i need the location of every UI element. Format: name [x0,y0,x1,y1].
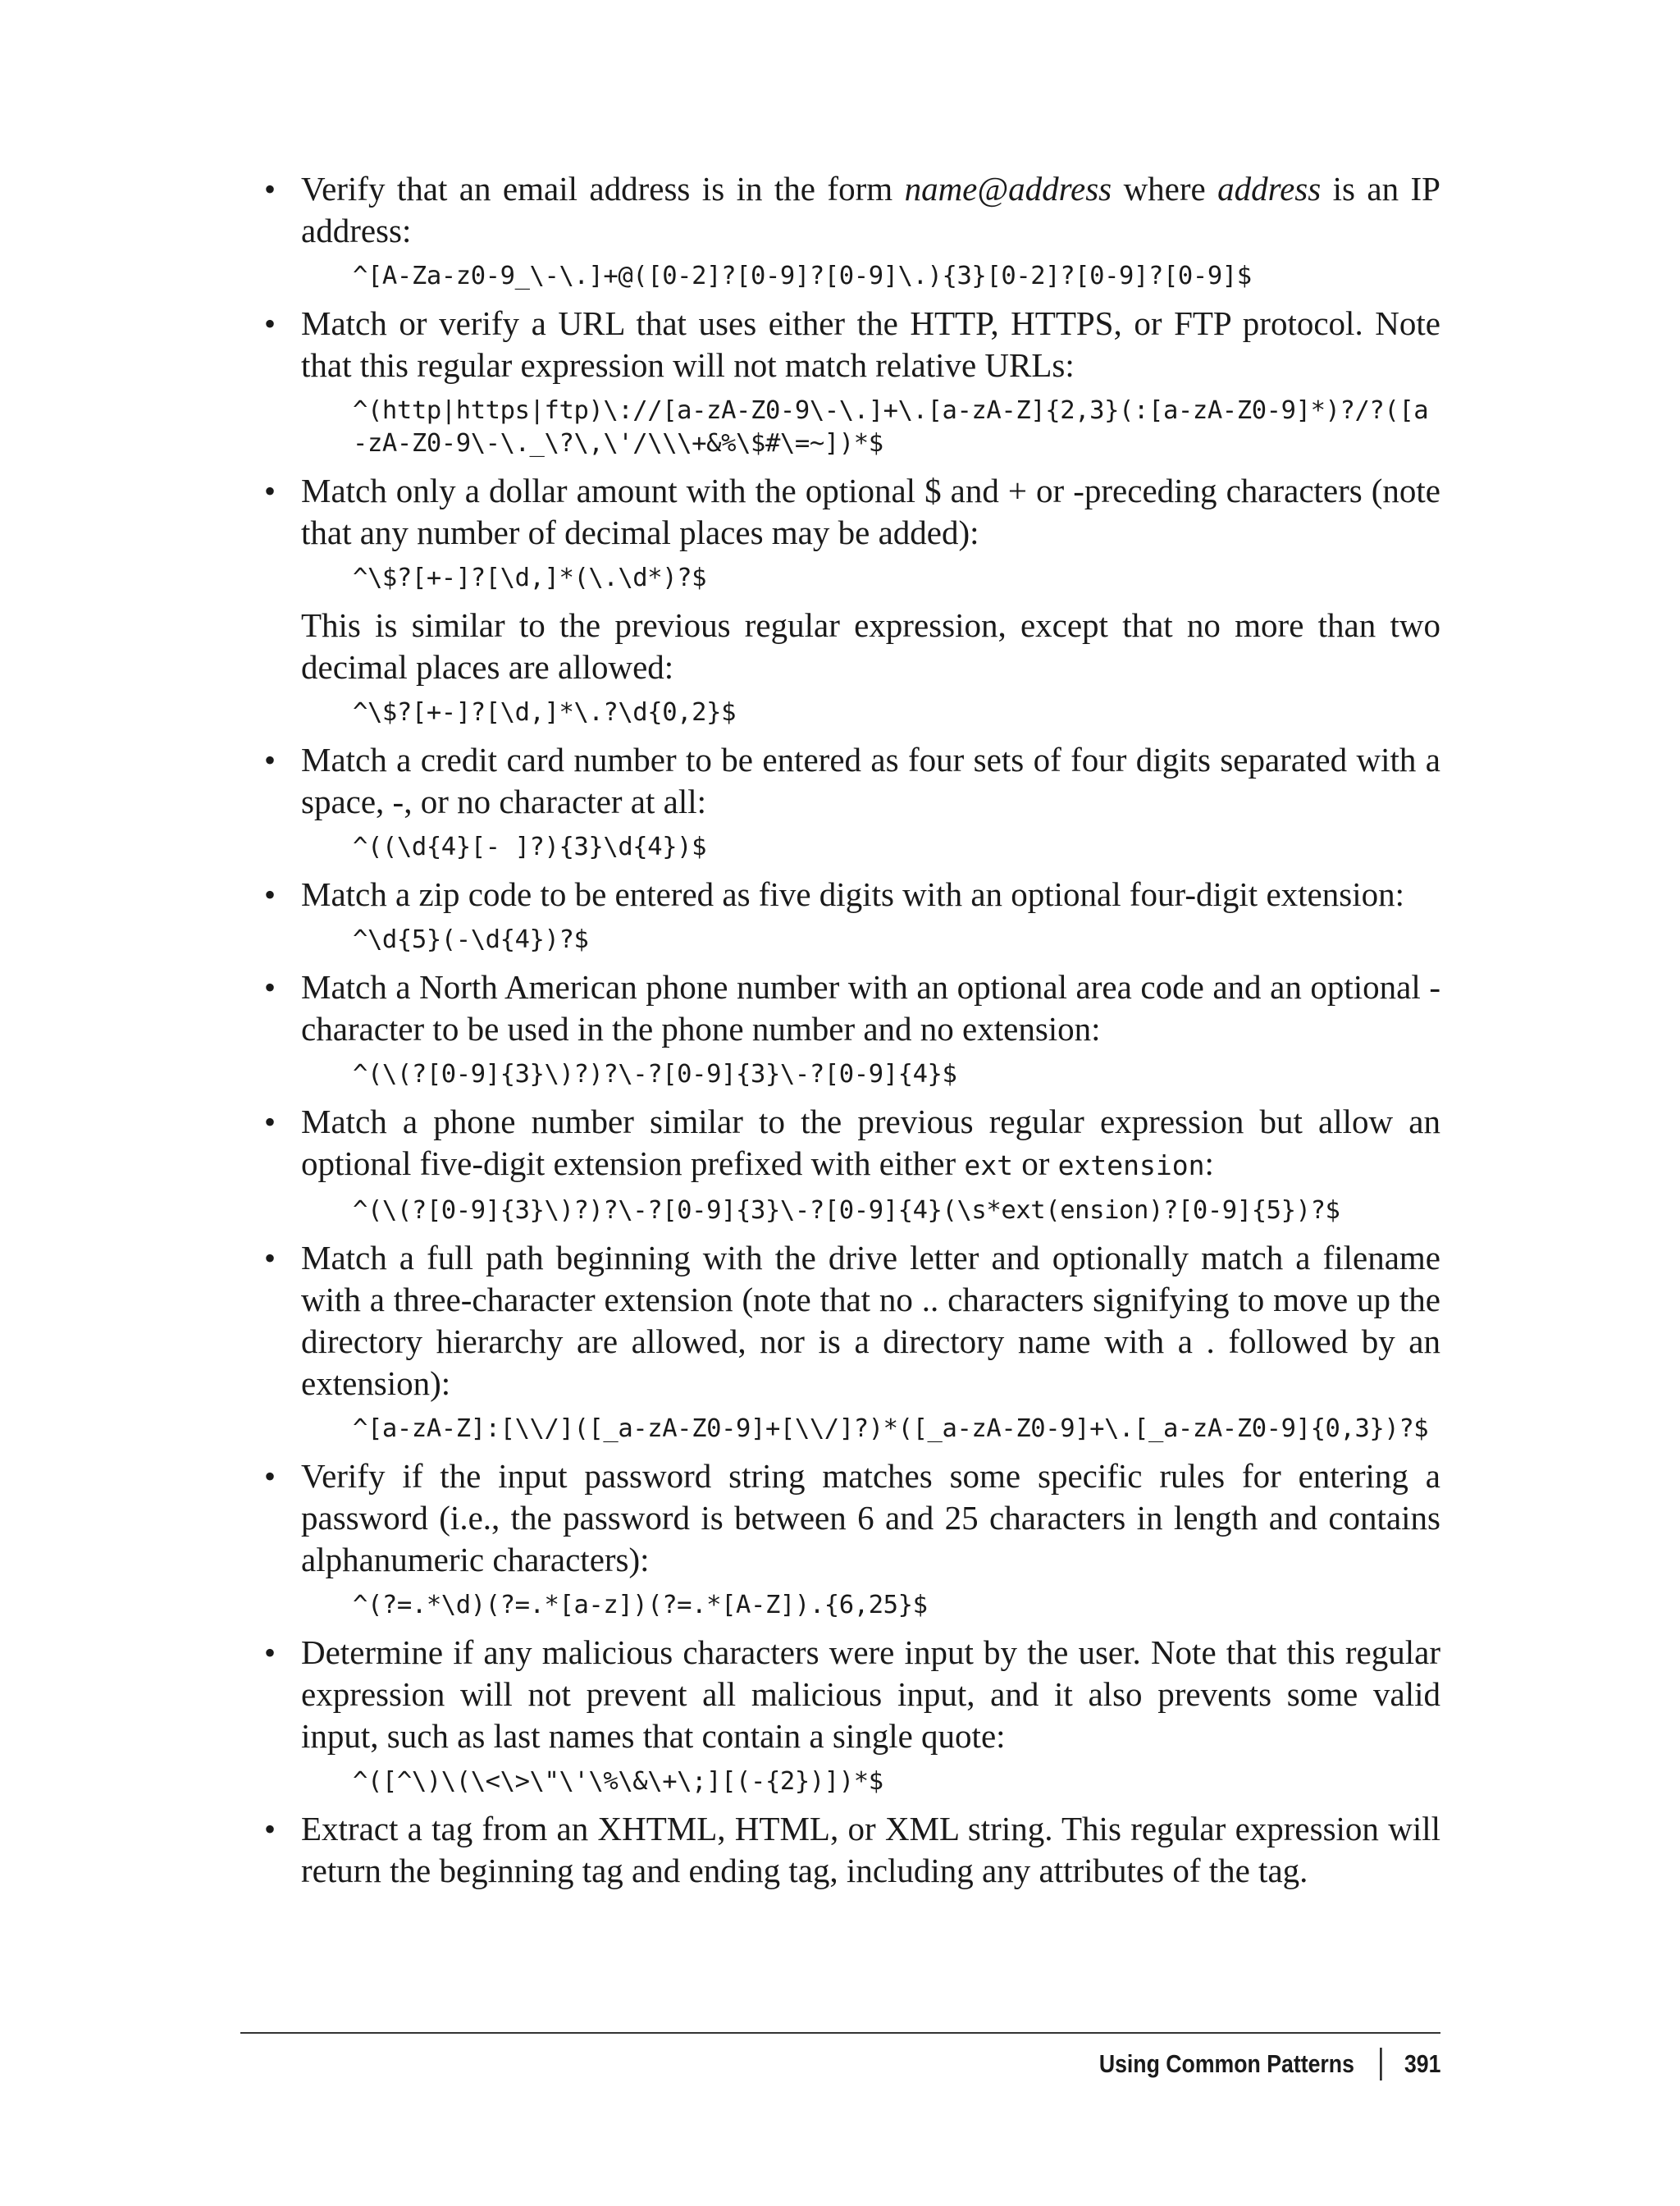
item-description [301,739,1440,823]
regex-code: ^(\(?[0-9]{3}\)?)?\-?[0-9]{3}\-?[0-9]{4}(\s*ext(ension)?[0-9]{5})?$ [353,1196,1340,1225]
regex-code: ^\$?[+-]?[\d,]*\.?\d{0,2}$ [353,698,737,727]
item-description [301,303,1440,386]
bullet-marker: • [264,1811,276,1847]
regex-code: ^((\d{4}[- ]?){3}\d{4})$ [353,833,707,861]
item-description [301,1455,1440,1581]
bullet-marker: • [264,742,276,779]
list-item [264,966,1440,1091]
text-run: Verify if the input password string matches some specific rules for entering a password (i.e., the password is between 6 and 25 characters in length and contains alphanumeric characters): [301,1457,1440,1578]
bullet-marker: • [264,969,276,1006]
page-footer [1098,2048,1440,2080]
item-description [301,1632,1440,1757]
item-description [301,470,1440,554]
text-run: Match only a dollar amount with the optional $ and + or -preceding characters (note that any number of decimal places may be added): [301,472,1440,551]
list-item [264,1101,1440,1227]
regex-code: ^[a-zA-Z]:[\\/]([_a-zA-Z0-9]+[\\/]?)*([_a-zA-Z0-9]+\.[_a-zA-Z0-9]{0,3})?$ [353,1414,1429,1443]
emphasis-text: name@address [904,170,1112,208]
regex-code: ^(\(?[0-9]{3}\)?)?\-?[0-9]{3}\-?[0-9]{4}$ [353,1060,957,1089]
regex-code: ^(http|https|ftp)\://[a-zA-Z0-9\-\.]+\.[a-zA-Z]{2,3}(:[a-zA-Z0-9]*)?/?([a-zA-Z0-9\-\._\?\,\'/\\\+&%\$#\=~])*$ [353,396,1429,458]
bullet-marker: • [264,1634,276,1671]
regex-code: ^[A-Za-z0-9_\-\.]+@([0-2]?[0-9]?[0-9]\.){3}[0-2]?[0-9]?[0-9]$ [353,262,1252,290]
regex-code: ^\$?[+-]?[\d,]*(\.\d*)?$ [353,564,707,592]
list-item [264,1808,1440,1892]
bullet-marker: • [264,1240,276,1277]
text-run: Match a phone number similar to the previous regular expression but allow an optional five-digit extension prefixed with either [301,1103,1440,1182]
bullet-marker: • [264,171,276,208]
text-run: Determine if any malicious characters were input by the user. Note that this regular expression will not prevent all malicious input, and it also prevents some valid input, such as last names that contain a single quote: [301,1633,1440,1755]
text-run: Match a credit card number to be entered as four sets of four digits separated with a space, -, or no character at all: [301,741,1440,820]
text-run: Match or verify a URL that uses either the HTTP, HTTPS, or FTP protocol. Note that this regular expression will not match relative URLs: [301,304,1440,384]
list-item [264,1632,1440,1798]
list-item [264,739,1440,864]
item-description [301,966,1440,1050]
text-run: Match a zip code to be entered as five digits with an optional four-digit extension: [301,875,1404,913]
footer-rule [240,2032,1440,2034]
text-run: : [1204,1144,1214,1182]
regex-code: ^([^\)\(\<\>\"\'\%\&\+\;][(-{2})])*$ [353,1767,883,1796]
footer-separator [1379,2048,1381,2080]
emphasis-text: address [1217,170,1322,208]
text-run: where [1112,170,1218,208]
regex-code: ^(?=.*\d)(?=.*[a-z])(?=.*[A-Z]).{6,25}$ [353,1591,928,1619]
list-item [264,1237,1440,1446]
bullet-marker: • [264,305,276,342]
bullet-marker: • [264,876,276,913]
inline-code: ext [964,1149,1013,1181]
item-description [301,1237,1440,1404]
bullet-marker: • [264,1458,276,1495]
text-run: Verify that an email address is in the form [301,170,905,208]
item-description [301,1101,1440,1186]
list-item [264,303,1440,460]
regex-code: ^\d{5}(-\d{4})?$ [353,925,589,954]
list-item [264,470,1440,729]
text-run: Match a full path beginning with the drive letter and optionally match a filename with a three-character extension (note that no .. characters signifying to move up the directory hierarchy are allowed, nor is a directory name with a . followed by an extension): [301,1239,1440,1402]
item-description [301,1808,1440,1892]
list-item [264,1455,1440,1622]
text-run: is an IP address: [301,170,1440,249]
footer-section-title: Using Common Patterns [1098,2049,1354,2078]
page-number: 391 [1404,2049,1440,2078]
list-item [264,874,1440,957]
text-run: or [1013,1144,1058,1182]
item-description [301,874,1440,916]
follow-up-description: This is similar to the previous regular expression, except that no more than two decimal places are allowed: [301,606,1440,686]
text-run: Match a North American phone number with an optional area code and an optional - character to be used in the phone number and no extension: [301,968,1440,1048]
item-description [301,168,1440,252]
text-run: Extract a tag from an XHTML, HTML, or XML string. This regular expression will return the beginning tag and ending tag, including any attributes of the tag. [301,1810,1440,1889]
list-item [264,168,1440,293]
bullet-marker: • [264,473,276,509]
bullet-list [264,168,1440,1892]
inline-code: extension [1057,1149,1205,1181]
bullet-marker: • [264,1103,276,1140]
